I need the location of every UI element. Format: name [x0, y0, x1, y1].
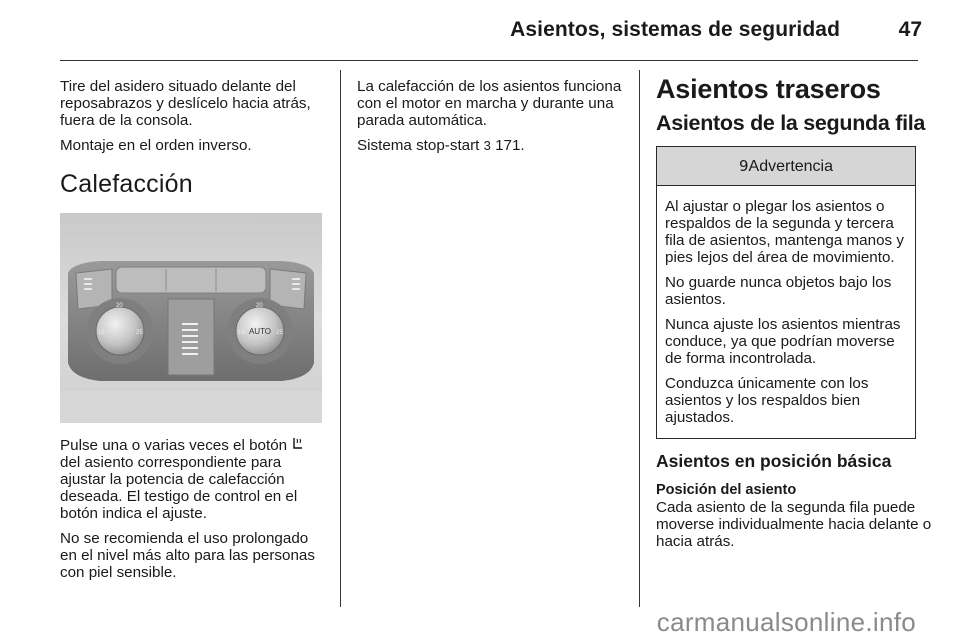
subheading-posicion-asiento: Posición del asiento [656, 482, 797, 498]
panel-dial-right-max: 25 [276, 330, 283, 336]
warning-paragraph: Conduzca únicamente con los asientos y los respaldos bien ajustados. [665, 375, 869, 426]
heading-posicion-basica: Asientos en posición básica [656, 451, 892, 471]
heading-segunda-fila: Asientos de la segunda fila [656, 111, 926, 135]
warning-body [657, 186, 915, 438]
reference-arrow-icon: 3 [483, 138, 491, 153]
panel-dial-right-mid: 20 [256, 303, 263, 309]
warning-box [656, 146, 916, 439]
warning-paragraph: Nunca ajuste los asientos mientras conduce, ya que podrían moverse de forma incontrolada. [665, 316, 901, 367]
column-3 [656, 74, 946, 558]
warning-triangle-icon: 9 [738, 156, 749, 175]
panel-dial-left-mid: 20 [116, 303, 123, 309]
seat-heating-icon [291, 437, 304, 452]
panel-dial-right-min: 15 [238, 330, 245, 336]
paragraph-seat-position: Cada asiento de la segunda fila puede moverse individualmente hacia delante o hacia atrás. [656, 499, 932, 550]
warning-header [657, 147, 915, 186]
column-2 [357, 78, 625, 162]
page-header-title: Asientos, sistemas de seguridad [510, 18, 840, 41]
paragraph-recommendation: No se recomienda el uso prolongado en el nivel más alto para las personas con piel sensible. [60, 530, 315, 581]
column-divider-1 [340, 70, 341, 607]
heading-asientos-traseros: Asientos traseros [656, 74, 881, 104]
header-rule [60, 60, 918, 61]
press-button-text-start: Pulse una o varias veces el botón [60, 437, 288, 454]
watermark: carmanualsonline.info [656, 607, 916, 637]
reference-stop-start [357, 137, 625, 154]
paragraph-install: Montaje en el orden inverso. [60, 137, 252, 154]
climate-control-panel-image [60, 213, 322, 423]
panel-dial-left-min: 15 [98, 330, 105, 336]
heading-calefaccion: Calefacción [60, 170, 193, 198]
warning-paragraph: No guarde nunca objetos bajo los asientos. [665, 274, 892, 308]
reference-text: Sistema stop-start [357, 137, 480, 154]
paragraph-press-button [60, 437, 328, 522]
panel-auto-label: AUTO [248, 327, 272, 336]
page-number: 47 [898, 18, 922, 41]
column-1 [60, 78, 328, 589]
column-divider-2 [639, 70, 640, 607]
warning-title: Advertencia [748, 157, 834, 175]
press-button-text-end: del asiento correspondiente para ajustar la potencia de calefacción deseada. El testigo de control en el botón indica el ajuste. [60, 454, 298, 522]
reference-page: 171. [495, 137, 525, 154]
panel-dial-left-max: 25 [136, 330, 143, 336]
warning-paragraph: Al ajustar o plegar los asientos o respaldos de la segunda y tercera fila de asientos, mantenga manos y pies lejos del área de movimiento. [665, 198, 904, 266]
paragraph-handle: Tire del asidero situado delante del reposabrazos y deslícelo hacia atrás, fuera de la consola. [60, 78, 311, 129]
paragraph-heating-operation: La calefacción de los asientos funciona con el motor en marcha y durante una parada automática. [357, 78, 622, 129]
